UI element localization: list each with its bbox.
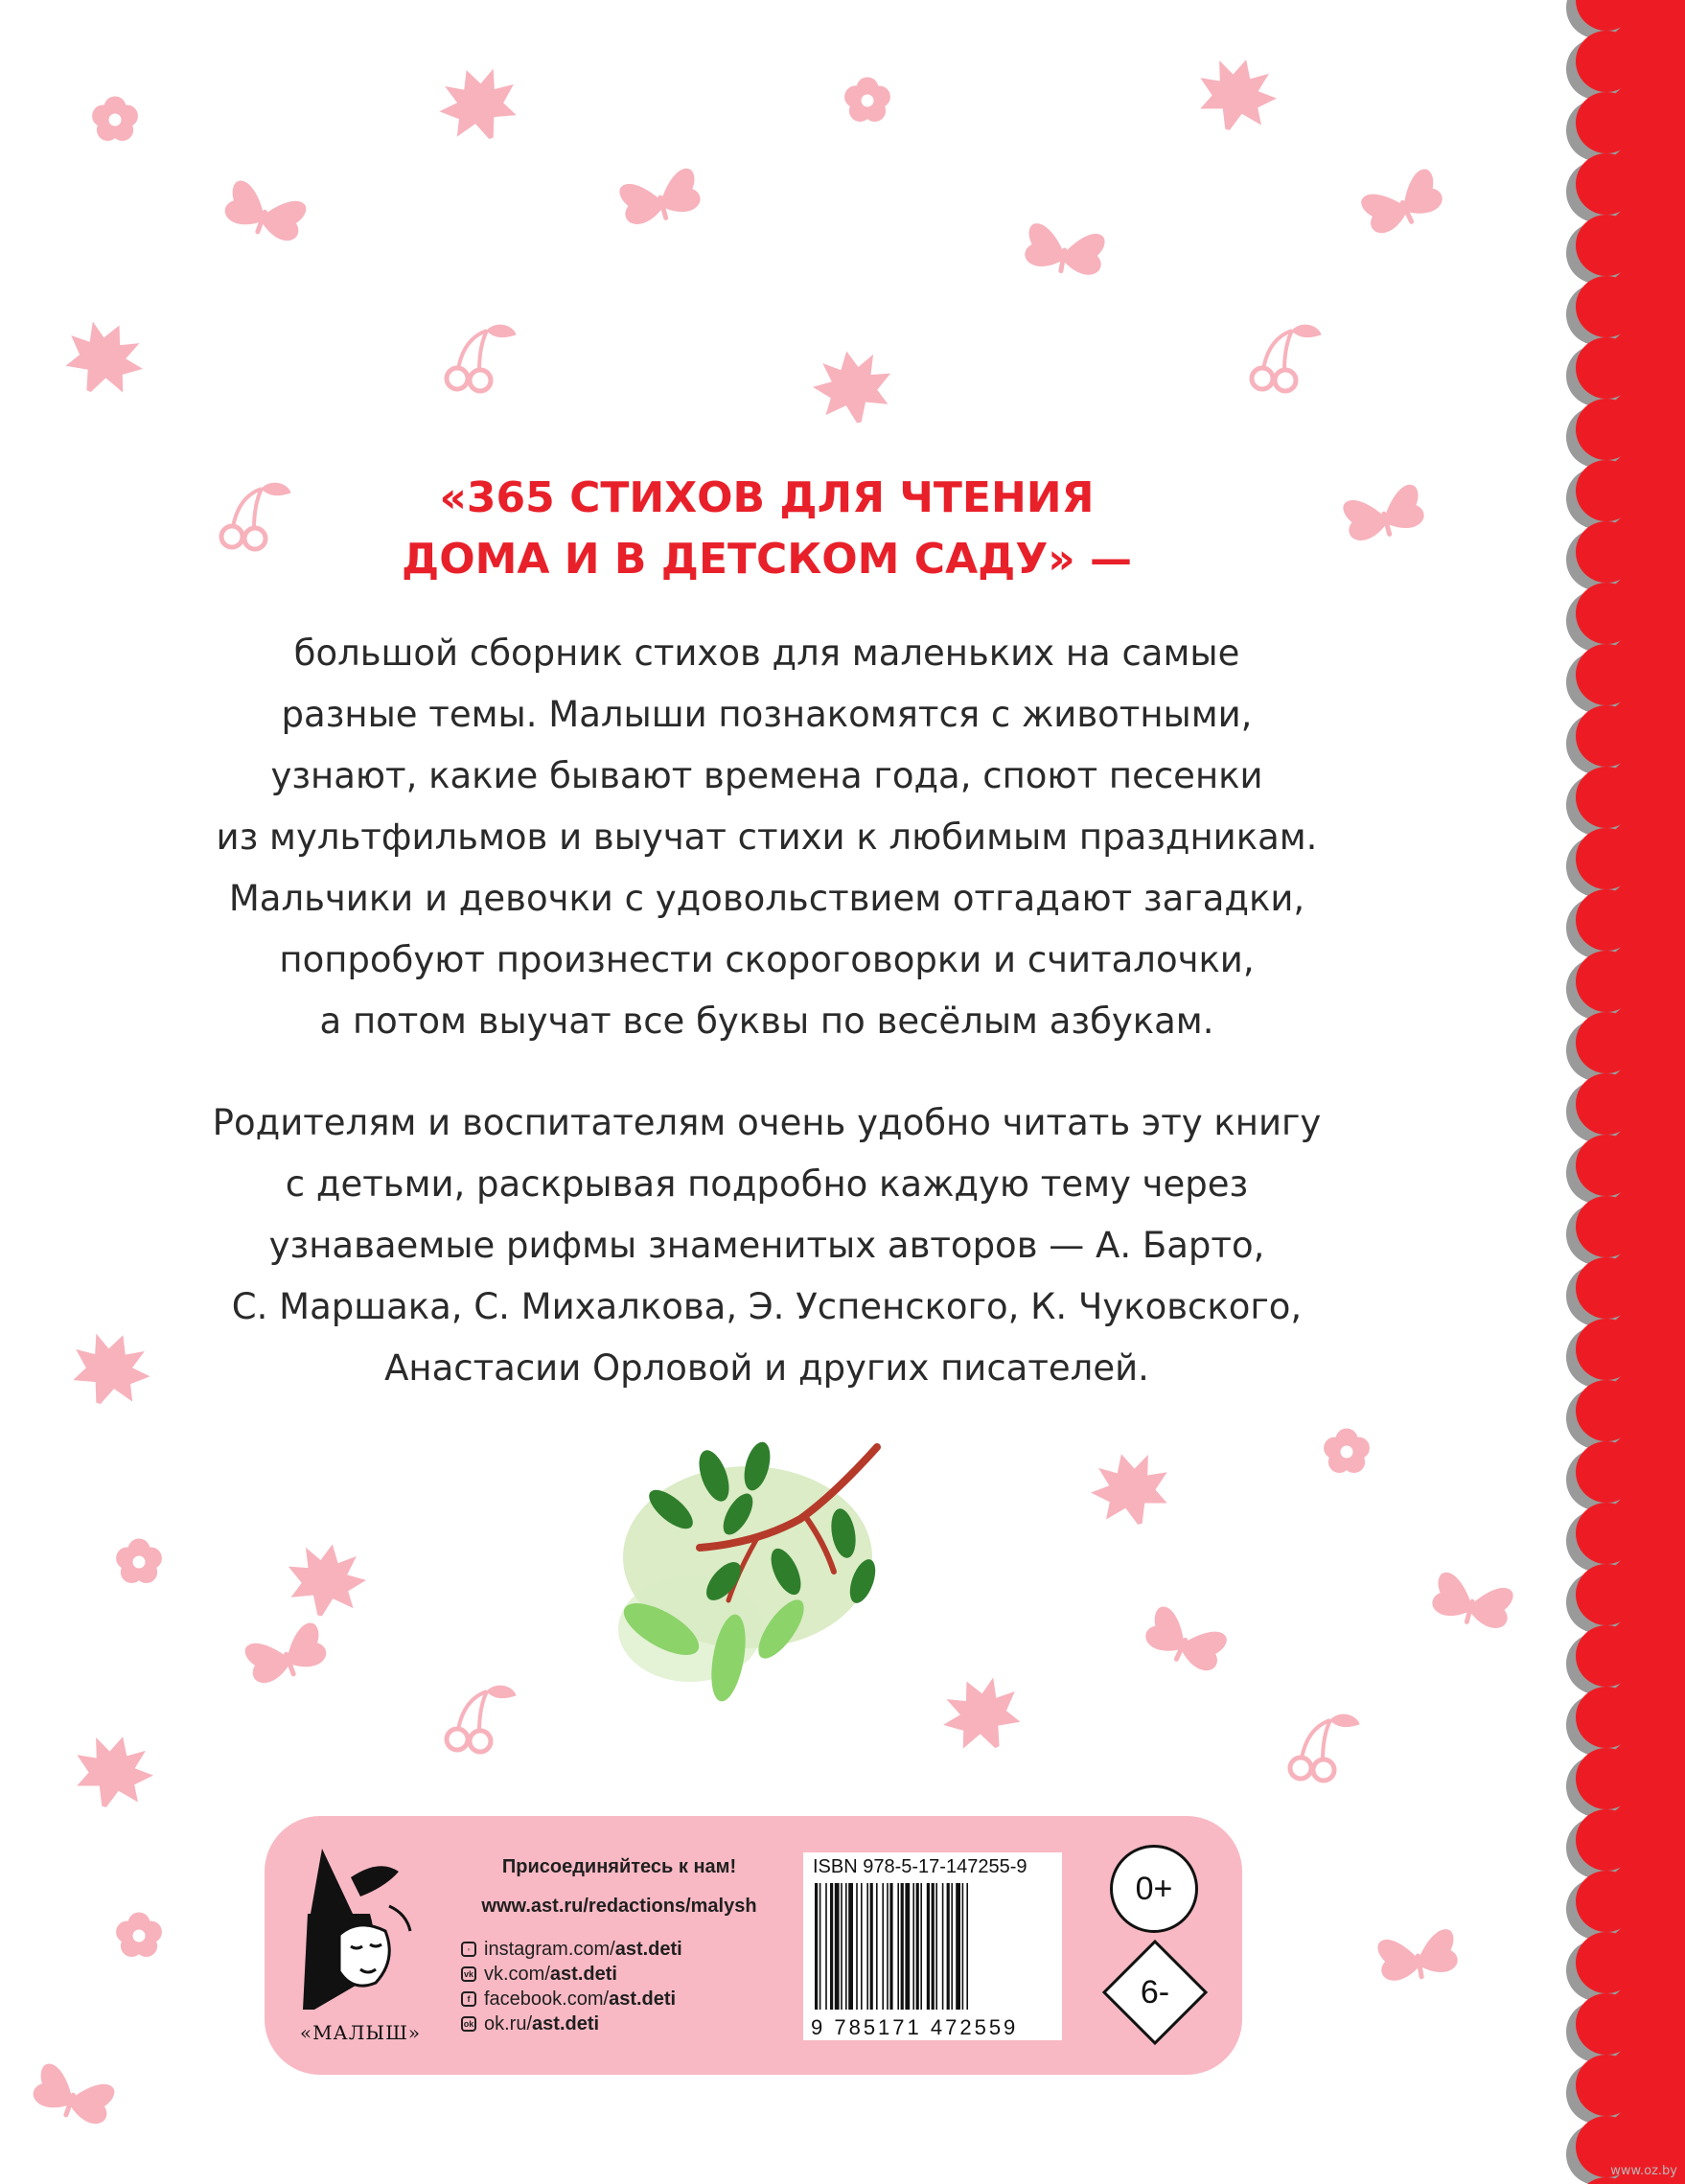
- maple-leaf-icon: [67, 1728, 159, 1816]
- scallop: [1576, 828, 1637, 889]
- barcode-bar: [825, 1883, 827, 2010]
- scallop: [1576, 215, 1637, 276]
- scallop: [1576, 1564, 1637, 1625]
- scallop: [1576, 1319, 1637, 1380]
- scallop: [1576, 1932, 1637, 1993]
- scallop: [1576, 583, 1637, 644]
- butterfly-icon: [221, 179, 308, 247]
- website-link[interactable]: www.ast.ru/redactions/malysh: [481, 1896, 757, 1917]
- maple-leaf-icon: [430, 58, 526, 151]
- barcode-digits: 9 785171 472559: [811, 2015, 1019, 2039]
- scallop: [1576, 31, 1637, 92]
- instagram-icon: ◦: [461, 1942, 476, 1957]
- social-link-facebook[interactable]: [461, 1987, 777, 2012]
- scallop: [1576, 1012, 1637, 1073]
- cherry-icon: [447, 1686, 516, 1752]
- butterfly-icon: [243, 1621, 330, 1690]
- malysh-logo: [293, 1839, 427, 2056]
- social-prefix: ok.ru/: [484, 2012, 533, 2035]
- paragraph-line: а потом выучат все буквы по весёлым азбукам.: [319, 1000, 1214, 1042]
- scallop: [1576, 1625, 1637, 1687]
- odnoklassniki-icon: ok: [461, 2016, 476, 2032]
- barcode-bar: [947, 1883, 950, 2010]
- maple-leaf-icon: [55, 310, 154, 407]
- social-prefix: facebook.com/: [484, 1988, 610, 2010]
- butterfly-icon: [1359, 167, 1446, 239]
- barcode-bar: [866, 1883, 868, 2010]
- book-title-headline: [173, 468, 1361, 590]
- paragraph-line: попробуют произнести скороговорки и считалочки,: [279, 939, 1255, 980]
- flower-icon: [93, 97, 138, 141]
- barcode-bar: [901, 1883, 904, 2010]
- scallop: [1576, 1257, 1637, 1319]
- scallop: [1576, 2055, 1637, 2116]
- headline-line-1: «365 СТИХОВ ДЛЯ ЧТЕНИЯ: [439, 473, 1095, 522]
- social-link-instagram[interactable]: [461, 1937, 777, 1962]
- headline-line-2: ДОМА И В ДЕТСКОМ САДУ» —: [402, 535, 1132, 584]
- paragraph-line: узнаваемые рифмы знаменитых авторов — А. Барто,: [268, 1225, 1265, 1266]
- butterfly-icon: [1023, 222, 1105, 279]
- barcode-bar: [932, 1883, 935, 2010]
- scallop: [1576, 1687, 1637, 1748]
- barcode-bar: [889, 1883, 892, 2010]
- description-paragraph-1: [105, 623, 1428, 1052]
- barcode-bar: [882, 1883, 884, 2010]
- social-handle: ast.deti: [532, 2012, 600, 2035]
- scallop: [1576, 337, 1637, 399]
- scallop: [1576, 644, 1637, 705]
- barcode-bar: [870, 1883, 873, 2010]
- scallop: [1576, 92, 1637, 153]
- paragraph-line: с детьми, раскрывая подробно каждую тему через: [285, 1163, 1249, 1205]
- publisher-info-panel: [265, 1816, 1242, 2075]
- paragraph-line: узнают, какие бывают времена года, споют песенки: [270, 755, 1263, 796]
- flower-icon: [117, 1913, 162, 1957]
- join-us-title: Присоединяйтесь к нам!: [501, 1856, 737, 1877]
- paragraph-line: Анастасии Орловой и других писателей.: [384, 1347, 1149, 1389]
- scallop: [1576, 705, 1637, 767]
- butterfly-icon: [618, 167, 704, 229]
- barcode-bar: [935, 1883, 937, 2010]
- facebook-icon: f: [461, 1991, 476, 2007]
- scallop: [1576, 1871, 1637, 1932]
- barcode-bar: [920, 1883, 922, 2010]
- barcode-bar: [835, 1883, 840, 2010]
- scallop: [1576, 521, 1637, 583]
- watermark: www.oz.by: [1610, 2164, 1677, 2178]
- scallop: [1576, 153, 1637, 215]
- age-recommendation-label: 6-: [1140, 1973, 1170, 2011]
- isbn-number: ISBN 978-5-17-147255-9: [813, 1856, 1027, 1877]
- isbn-barcode: [803, 1852, 1062, 2040]
- barcode-bar: [819, 1883, 821, 2010]
- gnome-logo-icon: [293, 1839, 427, 2021]
- scallop: [1576, 1748, 1637, 1809]
- cherry-icon: [447, 325, 516, 391]
- green-branch-illustration: [616, 1439, 881, 1704]
- scallop: [1576, 460, 1637, 521]
- age-rating-badge: 0+: [1110, 1845, 1198, 1933]
- scallop: [1576, 276, 1637, 337]
- social-handle: ast.deti: [609, 1988, 677, 2010]
- maple-leaf-icon: [1190, 51, 1282, 139]
- barcode-bar: [951, 1883, 953, 2010]
- scallop: [1576, 1809, 1637, 1871]
- scallop: [1576, 767, 1637, 828]
- barcode-bar: [912, 1883, 914, 2010]
- barcode-bar: [876, 1883, 878, 2010]
- scallop: [1576, 951, 1637, 1012]
- paragraph-line: из мультфильмов и выучат стихи к любимым праздникам.: [216, 816, 1318, 858]
- social-link-vk[interactable]: [461, 1962, 777, 1987]
- scallop: [1576, 889, 1637, 951]
- vk-icon: vk: [461, 1966, 476, 1982]
- butterfly-icon: [1142, 1604, 1229, 1676]
- barcode-bar: [815, 1883, 818, 2010]
- scallop: [1576, 1073, 1637, 1135]
- social-handle: ast.deti: [549, 1963, 617, 1985]
- barcode-bar: [897, 1883, 899, 2010]
- barcode-bars: [813, 1883, 1052, 2017]
- flower-icon: [1325, 1429, 1370, 1473]
- butterfly-icon: [30, 2062, 116, 2130]
- scallop: [1576, 1503, 1637, 1564]
- cherry-icon: [1290, 1714, 1359, 1781]
- paragraph-line: Мальчики и девочки с удовольствием отгадают загадки,: [228, 878, 1305, 919]
- butterfly-icon: [1376, 1928, 1459, 1985]
- maple-leaf-icon: [933, 1667, 1032, 1763]
- social-link-ok[interactable]: [461, 2012, 777, 2036]
- logo-text: «МАЛЫШ»: [299, 2021, 422, 2044]
- scallop: [1576, 1441, 1637, 1503]
- scallop: [1576, 399, 1637, 460]
- social-handle: ast.deti: [614, 1938, 682, 1960]
- barcode-bar: [956, 1883, 960, 2010]
- barcode-bar: [962, 1883, 964, 2010]
- barcode-bar: [887, 1883, 889, 2010]
- cherry-icon: [1252, 325, 1321, 391]
- flower-icon: [845, 78, 890, 122]
- barcode-bar: [905, 1883, 910, 2010]
- flower-icon: [117, 1539, 162, 1583]
- barcode-bar: [966, 1883, 968, 2010]
- barcode-bar: [830, 1883, 833, 2010]
- barcode-bar: [916, 1883, 919, 2010]
- scallop: [1576, 1993, 1637, 2055]
- paragraph-line: разные темы. Малыши познакомятся с животными,: [281, 694, 1253, 735]
- butterfly-icon: [1430, 1571, 1515, 1633]
- scallop: [1576, 1380, 1637, 1441]
- maple-leaf-icon: [809, 346, 897, 429]
- barcode-bar: [845, 1883, 847, 2010]
- paragraph-line: С. Маршака, С. Михалкова, Э. Успенского, К. Чуковского,: [231, 1286, 1303, 1327]
- paragraph-line: большой сборник стихов для маленьких на самые: [293, 632, 1240, 674]
- scallop: [1576, 1196, 1637, 1257]
- description-paragraph-2: [105, 1092, 1428, 1399]
- scalloped-border: [1566, 0, 1685, 2184]
- barcode-bar: [861, 1883, 863, 2010]
- social-prefix: vk.com/: [484, 1963, 550, 1985]
- maple-leaf-icon: [282, 1539, 370, 1622]
- barcode-bar: [927, 1883, 930, 2010]
- contacts-block: [461, 1856, 777, 2036]
- social-links-list: [461, 1937, 777, 2036]
- barcode-bar: [942, 1883, 944, 2010]
- paragraph-line: Родителям и воспитателям очень удобно читать эту книгу: [212, 1102, 1322, 1143]
- barcode-bar: [841, 1883, 842, 2010]
- social-prefix: instagram.com/: [484, 1938, 615, 1960]
- barcode-bar: [856, 1883, 858, 2010]
- scallop: [1576, 1135, 1637, 1196]
- barcode-bar: [848, 1883, 853, 2010]
- maple-leaf-icon: [1085, 1445, 1177, 1533]
